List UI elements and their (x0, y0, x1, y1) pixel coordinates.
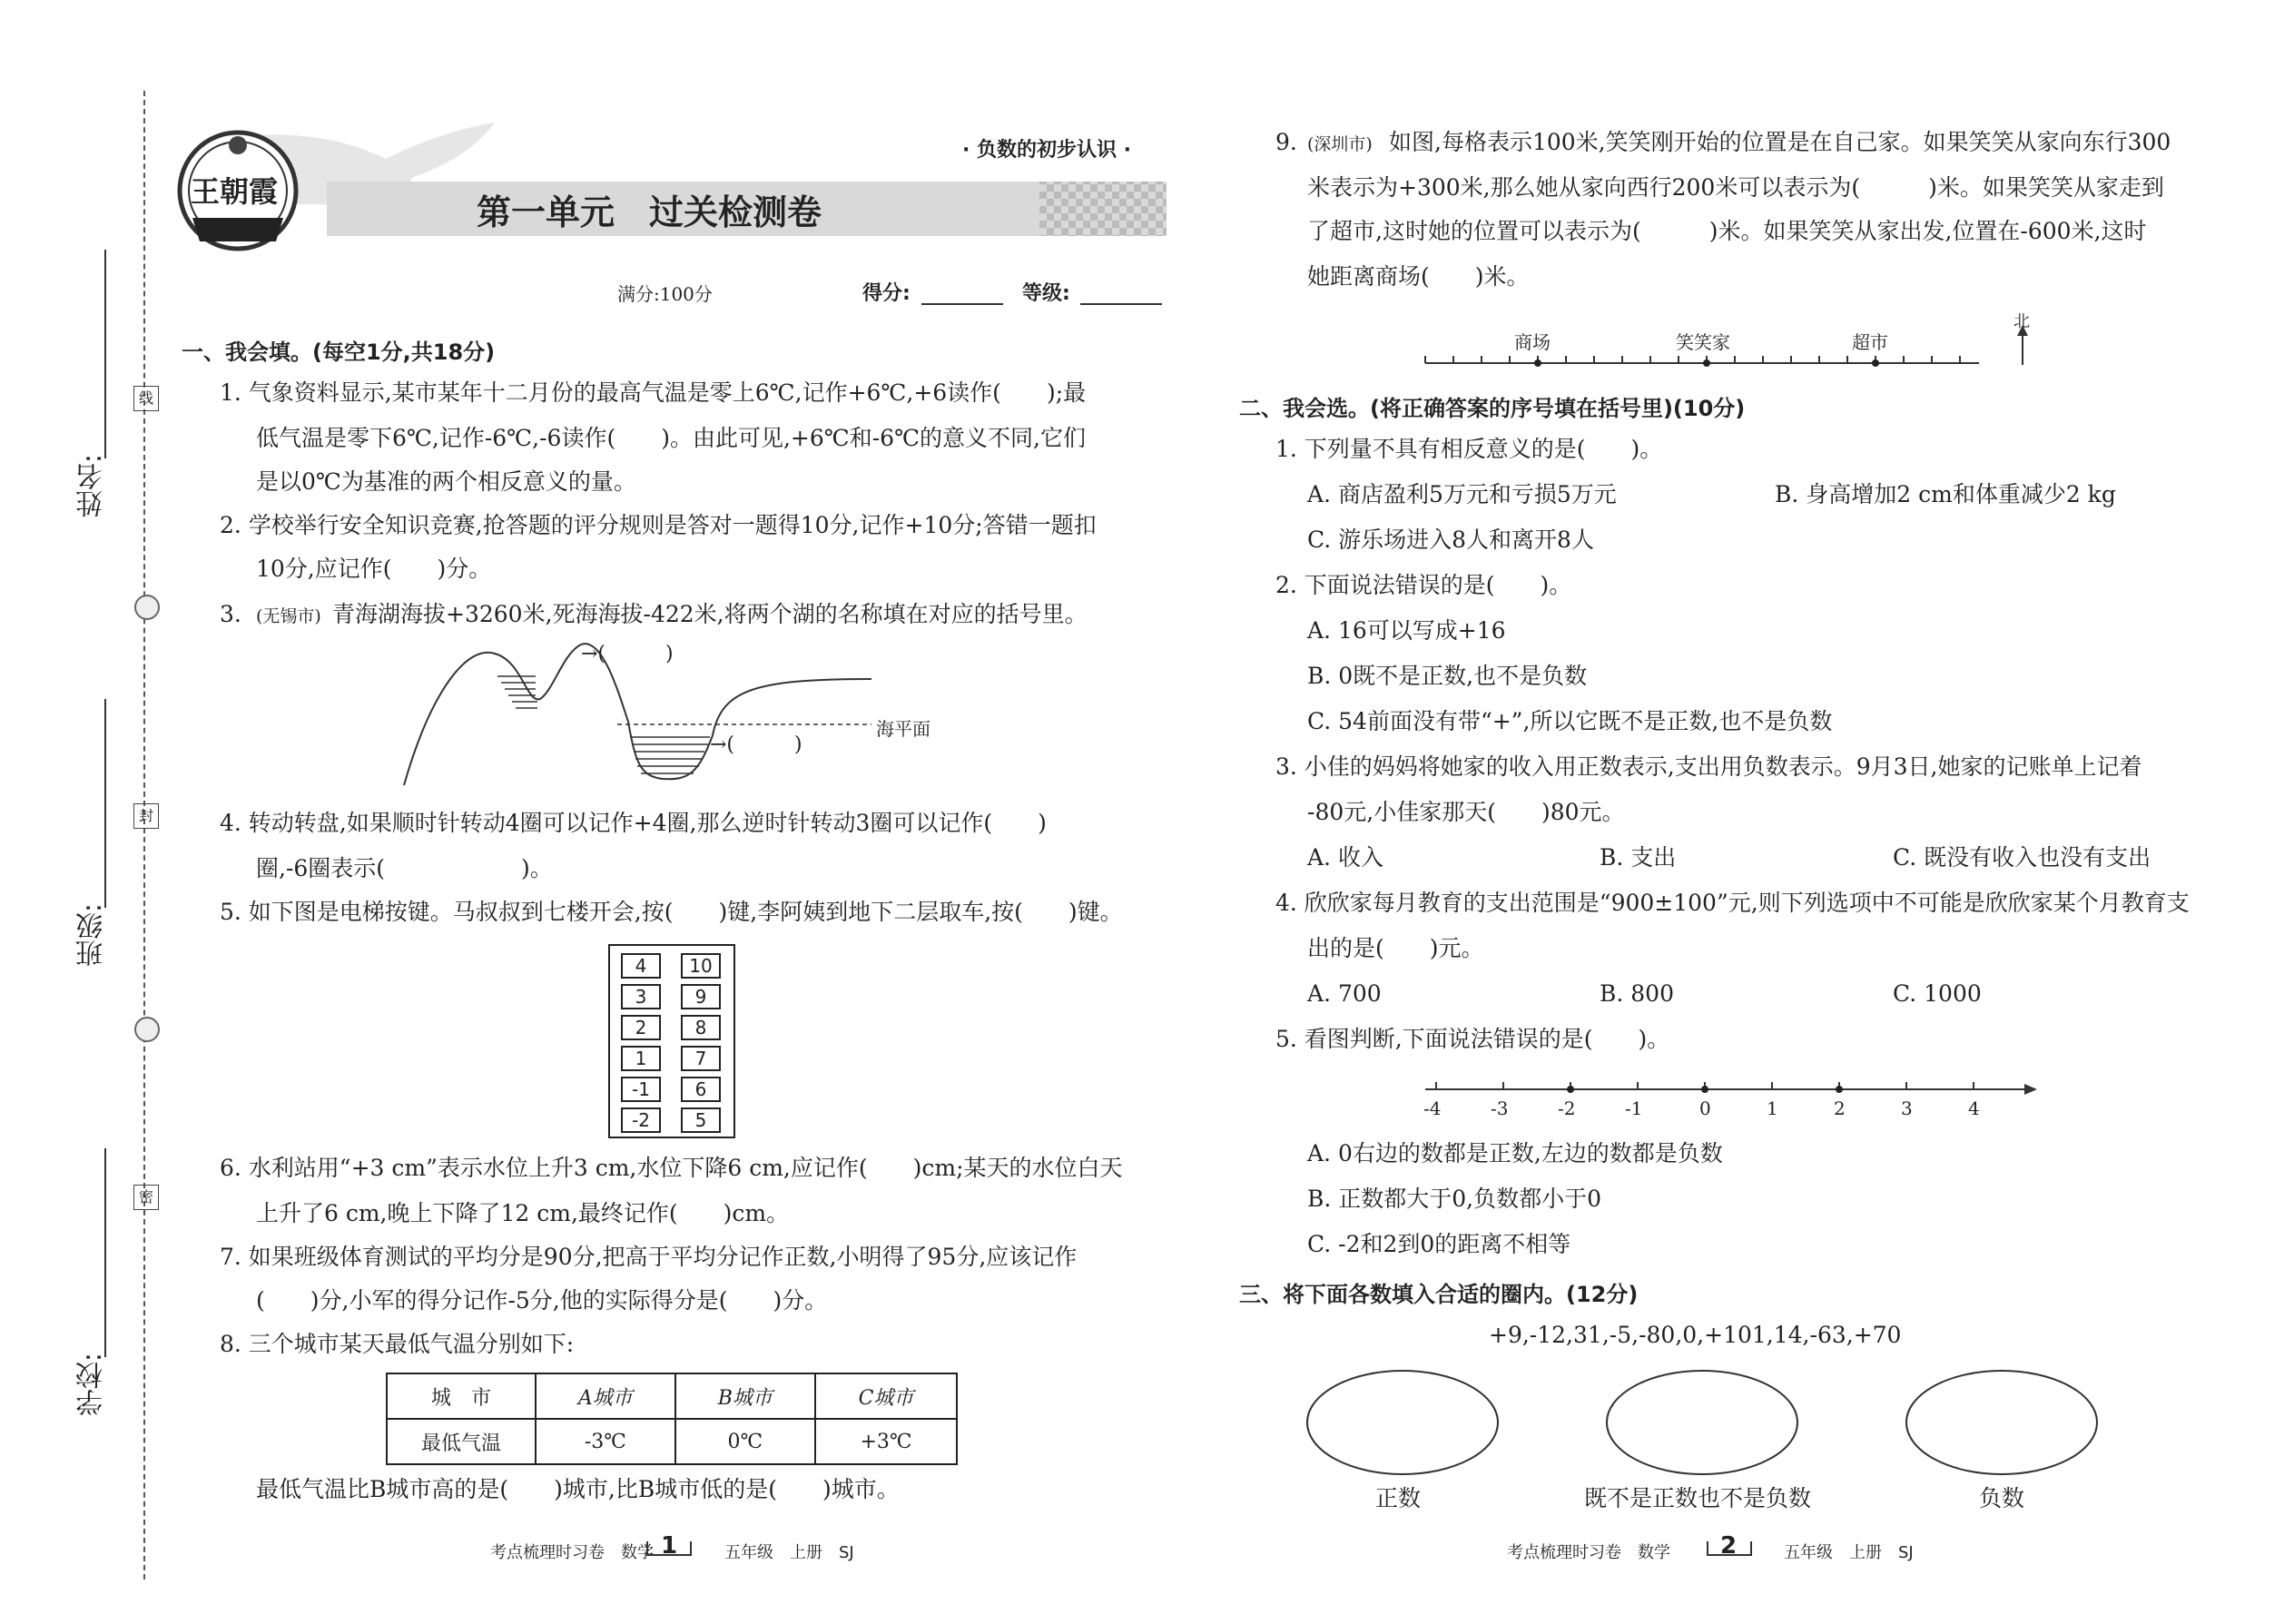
s2-q5-option-a[interactable]: A. 0右边的数都是正数,左边的数都是负数 (1307, 1140, 1723, 1166)
sorting-circles (1298, 1366, 2115, 1484)
s2-q1-option-c[interactable]: C. 游乐场进入8人和离开8人 (1307, 527, 1594, 553)
footer-left-grade: 五年级 上册 SJ (724, 1543, 854, 1562)
lake-label-bottom[interactable]: →( ) (710, 733, 802, 756)
table-cell: +3℃ (815, 1419, 957, 1464)
elevator-button[interactable]: 6 (681, 1077, 721, 1102)
tick-label: 3 (1901, 1097, 1913, 1119)
score-label: 得分: (862, 282, 911, 305)
table-header-cell: C城市 (815, 1373, 957, 1419)
table-row (387, 1373, 957, 1419)
s2-q1: 1. 下列量不具有相反意义的是( )。 (1275, 436, 1663, 462)
dashed-cut-line (143, 91, 145, 1580)
table-row (387, 1419, 957, 1464)
q1-line2: 低气温是零下6℃,记作-6℃,-6读作( )。由此可见,+6℃和-6℃的意义不同,它们 (256, 425, 1086, 451)
q4-line2: 圈,-6圈表示( )。 (256, 855, 553, 881)
s2-q2-option-a[interactable]: A. 16可以写成+16 (1307, 617, 1506, 644)
table-header-cell: 城 市 (387, 1373, 536, 1419)
page-bracket-icon (646, 1541, 692, 1556)
s2-q1-option-a[interactable]: A. 商店盈利5万元和亏损5万元 (1307, 481, 1617, 507)
zero-circle[interactable] (1607, 1371, 1797, 1474)
circle-label-positive: 正数 (1375, 1485, 1422, 1511)
q1-line1: 1. 气象资料显示,某市某年十二月份的最高气温是零上6℃,记作+6℃,+6读作( );最 (220, 379, 1087, 406)
tick-label: 1 (1767, 1097, 1778, 1119)
score-blank[interactable] (921, 303, 1003, 305)
elevator-button[interactable]: 8 (681, 1015, 721, 1040)
tick-label: 2 (1834, 1097, 1846, 1119)
footer-right-text: 考点梳理时习卷 数学 (1507, 1543, 1670, 1562)
full-score: 满分:100分 (617, 283, 713, 305)
table-header-cell: A城市 (536, 1373, 675, 1419)
q6-line1: 6. 水利站用“+3 cm”表示水位上升3 cm,水位下降6 cm,应记作( )cm;某天的水位白天 (220, 1155, 1123, 1181)
q2-line2: 10分,应记作( )分。 (256, 556, 492, 582)
s2-q3-option-a[interactable]: A. 收入 (1307, 844, 1383, 871)
circle-label-negative: 负数 (1979, 1485, 2025, 1511)
tick-label: -4 (1423, 1097, 1442, 1119)
s2-q3-line2: -80元,小佳家那天( )80元。 (1307, 799, 1625, 825)
bind-mark-line: 线 (133, 386, 159, 411)
s2-q5-option-b[interactable]: B. 正数都大于0,负数都小于0 (1307, 1186, 1602, 1212)
bind-mark-seal: 封 (133, 803, 159, 829)
table-cell: -3℃ (536, 1419, 675, 1464)
elevator-button[interactable]: 7 (681, 1046, 721, 1071)
table-row-label: 最低气温 (387, 1419, 536, 1464)
grade-blank[interactable] (1080, 303, 1162, 305)
circle-label-zero: 既不是正数也不是负数 (1584, 1485, 1812, 1511)
s2-q5: 5. 看图判断,下面说法错误的是( )。 (1275, 1026, 1670, 1052)
page-bracket-icon (1707, 1541, 1752, 1556)
map-label-market: 超市 (1852, 331, 1888, 353)
s2-q3-option-b[interactable]: B. 支出 (1600, 844, 1677, 871)
tick-label: -2 (1558, 1097, 1576, 1119)
page-title: 第一单元 过关检测卷 (477, 192, 822, 232)
school-line (104, 1148, 106, 1357)
elevator-button[interactable]: 4 (621, 953, 661, 979)
elevator-button[interactable]: 3 (621, 984, 661, 1009)
tick-label: 0 (1699, 1097, 1711, 1119)
elevator-button[interactable]: 10 (681, 953, 721, 979)
elevator-button[interactable]: 2 (621, 1015, 661, 1040)
q9-line1: 如图,每格表示100米,笑笑刚开始的位置是在自己家。如果笑笑从家向东行300 (1389, 129, 2171, 155)
table-cell: 0℃ (675, 1419, 815, 1464)
grade-label: 等级: (1022, 282, 1070, 305)
s2-q4-option-a[interactable]: A. 700 (1307, 980, 1382, 1007)
q8-line1: 8. 三个城市某天最低气温分别如下: (220, 1331, 575, 1357)
page-number-1: 1 (661, 1532, 678, 1560)
q9-line4: 她距离商场( )米。 (1307, 263, 1530, 290)
map-label-mall: 商场 (1514, 331, 1551, 353)
s2-q4-line2: 出的是( )元。 (1307, 935, 1484, 961)
s2-q4-option-c[interactable]: C. 1000 (1893, 980, 1982, 1007)
topic-label: · 负数的初步认识 · (962, 139, 1132, 162)
s2-q5-option-c[interactable]: C. -2和2到0的距离不相等 (1307, 1231, 1571, 1257)
q9-line2: 米表示为+300米,那么她从家向西行200米可以表示为( )米。如果笑笑从家走到 (1307, 174, 2164, 201)
page-number-2: 2 (1720, 1532, 1738, 1560)
s2-q3-line1: 3. 小佳的妈妈将她家的收入用正数表示,支出用负数表示。9月3日,她家的记账单上记着 (1275, 753, 2142, 780)
class-label: 班级: (76, 903, 108, 968)
logo-text: 王朝霞 (191, 174, 279, 209)
s2-q2-option-c[interactable]: C. 54前面没有带“+”,所以它既不是正数,也不是负数 (1307, 708, 1833, 734)
tick-label: -3 (1491, 1097, 1509, 1119)
s2-q2-option-b[interactable]: B. 0既不是正数,也不是负数 (1307, 663, 1588, 689)
lake-label-top[interactable]: →( ) (581, 643, 674, 665)
q1-line3: 是以0℃为基准的两个相反意义的量。 (256, 468, 636, 495)
negative-circle[interactable] (1906, 1371, 2097, 1474)
section-1-title: 一、我会填。(每空1分,共18分) (182, 340, 496, 365)
tick-label: -1 (1625, 1097, 1643, 1119)
q3-region-tag: (无锡市) (256, 606, 321, 626)
number-list: +9,-12,31,-5,-80,0,+101,14,-63,+70 (1489, 1322, 1902, 1348)
map-number-line (1416, 309, 2052, 372)
s2-q4-line1: 4. 欣欣家每月教育的支出范围是“900±100”元,则下列选项中不可能是欣欣家某个月教育支 (1275, 890, 2190, 916)
name-label: 姓名: (76, 454, 108, 518)
binding-hole-icon (134, 1017, 160, 1042)
elevator-button[interactable]: 5 (681, 1107, 721, 1133)
class-line (104, 699, 106, 908)
positive-circle[interactable] (1307, 1371, 1498, 1474)
sea-level-label: 海平面 (876, 718, 930, 740)
tick-label: 4 (1968, 1097, 1980, 1119)
q4-line1: 4. 转动转盘,如果顺时针转动4圈可以记作+4圈,那么逆时针转动3圈可以记作( ) (220, 810, 1047, 836)
table-header-cell: B城市 (675, 1373, 815, 1419)
q7-line1: 7. 如果班级体育测试的平均分是90分,把高于平均分记作正数,小明得了95分,应该记作 (220, 1244, 1078, 1270)
q9-line3: 了超市,这时她的位置可以表示为( )米。如果笑笑从家出发,位置在-600米,这时 (1307, 218, 2147, 244)
s2-q2: 2. 下面说法错误的是( )。 (1275, 572, 1572, 598)
s2-q4-option-b[interactable]: B. 800 (1600, 980, 1674, 1007)
name-line (104, 250, 106, 458)
binding-margin (0, 0, 163, 1624)
elevator-button[interactable]: 9 (681, 984, 721, 1009)
map-label-home: 笑笑家 (1676, 331, 1730, 353)
bind-mark-secret: 密 (133, 1185, 159, 1210)
s2-q3-option-c[interactable]: C. 既没有收入也没有支出 (1893, 844, 2151, 871)
north-label: 北 (2013, 312, 2030, 331)
footer-right-grade: 五年级 上册 SJ (1784, 1543, 1914, 1562)
q6-line2: 上升了6 cm,晚上下降了12 cm,最终记作( )cm。 (256, 1200, 790, 1226)
q7-line2: ( )分,小军的得分记作-5分,他的实际得分是( )分。 (256, 1287, 828, 1314)
elevator-button[interactable]: -2 (621, 1107, 661, 1133)
q9-number: 9. (1275, 129, 1297, 155)
binding-hole-icon (134, 595, 160, 620)
q2-line1: 2. 学校举行安全知识竞赛,抢答题的评分规则是答对一题得10分,记作+10分;答错一题扣 (220, 512, 1097, 538)
q8-line2: 最低气温比B城市高的是( )城市,比B城市低的是( )城市。 (256, 1476, 900, 1502)
elevator-button[interactable]: -1 (621, 1077, 661, 1102)
q5-line1: 5. 如下图是电梯按键。马叔叔到七楼开会,按( )键,李阿姨到地下二层取车,按( )键。 (220, 899, 1123, 925)
s2-q1-option-b[interactable]: B. 身高增加2 cm和体重减少2 kg (1775, 481, 2116, 507)
q3-number: 3. (220, 601, 241, 627)
q3-text: 青海湖海拔+3260米,死海海拔-422米,将两个湖的名称填在对应的括号里。 (332, 601, 1088, 627)
elevator-button[interactable]: 1 (621, 1046, 661, 1071)
q9-region-tag: (深圳市) (1307, 134, 1373, 154)
number-line (1416, 1071, 2052, 1107)
section-2-title: 二、我会选。(将正确答案的序号填在括号里)(10分) (1239, 396, 1746, 421)
school-label: 学校: (76, 1353, 108, 1417)
temperature-table (386, 1373, 958, 1465)
section-3-title: 三、将下面各数填入合适的圈内。(12分) (1239, 1282, 1639, 1307)
footer-left-text: 考点梳理时习卷 数学 (490, 1543, 654, 1562)
